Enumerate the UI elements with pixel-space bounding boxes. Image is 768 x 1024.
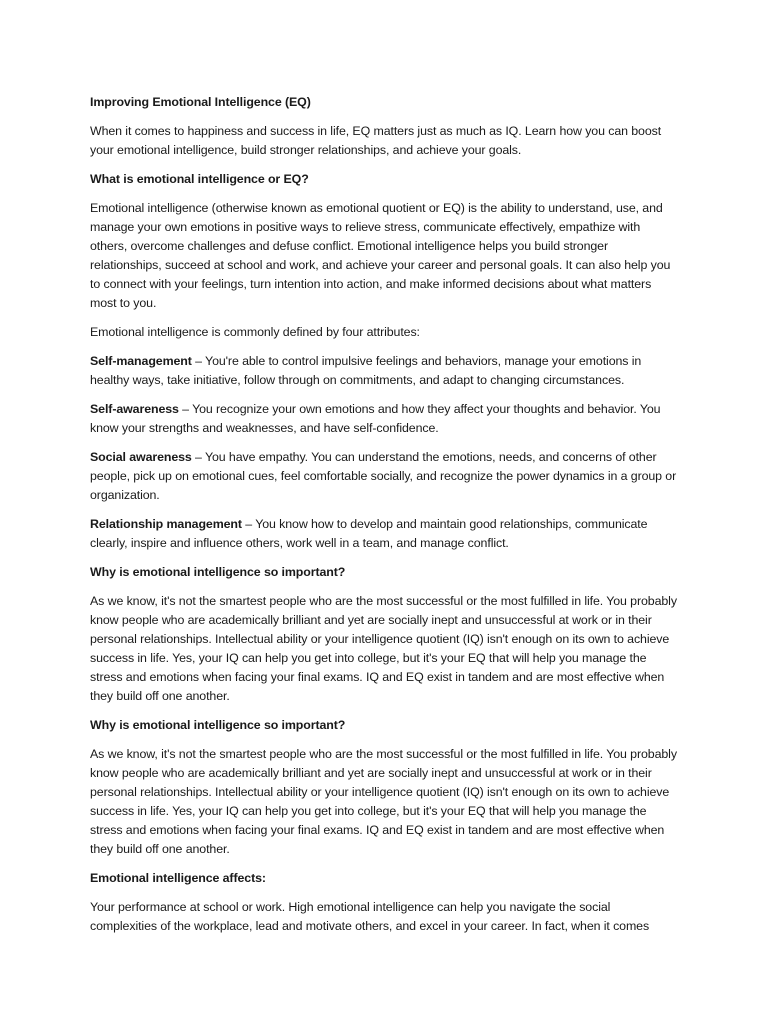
attribute-term: Self-awareness: [90, 402, 179, 416]
attribute-self-management: [90, 352, 680, 390]
section-heading-why-important: Why is emotional intelligence so important?: [90, 565, 346, 579]
document-title: Improving Emotional Intelligence (EQ): [90, 95, 311, 109]
attribute-description: – You have empathy. You can understand the emotions, needs, and concerns of other people, pick up on emotional cues, feel comfortable socially, and recognize the power dynamics in a group or organization.: [90, 450, 677, 502]
attribute-self-awareness: [90, 400, 680, 438]
eq-affects-paragraph: Your performance at school or work. High emotional intelligence can help you navigate the social complexities of the workplace, lead and motivate others, and excel in your career. In fact, when it comes: [90, 900, 650, 933]
attributes-intro-paragraph: Emotional intelligence is commonly defined by four attributes:: [90, 325, 420, 339]
intro-paragraph: When it comes to happiness and success in life, EQ matters just as much as IQ. Learn how you can boost your emotional intelligence, build stronger relationships, and achieve your goals.: [90, 124, 662, 157]
attribute-description: – You know how to develop and maintain good relationships, communicate clearly, inspire and influence others, work well in a team, and manage conflict.: [90, 517, 648, 550]
section-heading-why-important-repeat: Why is emotional intelligence so important?: [90, 718, 346, 732]
attribute-description: – You recognize your own emotions and how they affect your thoughts and behavior. You know your strengths and weaknesses, and have self-confidence.: [90, 402, 661, 435]
attribute-term: Relationship management: [90, 517, 242, 531]
attribute-term: Self-management: [90, 354, 192, 368]
section-heading-what-is-eq: What is emotional intelligence or EQ?: [90, 172, 309, 186]
attribute-description: – You're able to control impulsive feelings and behaviors, manage your emotions in healthy ways, take initiative, follow through on commitments, and adapt to changing circumstances.: [90, 354, 642, 387]
attribute-term: Social awareness: [90, 450, 192, 464]
document-page: [90, 93, 680, 946]
attribute-social-awareness: [90, 448, 680, 505]
attribute-relationship-management: [90, 515, 680, 553]
definition-paragraph: Emotional intelligence (otherwise known as emotional quotient or EQ) is the ability to understand, use, and manage your own emotions in positive ways to relieve stress, communicate effectively, empathize with others, overcome challenges and defuse conflict. Emotional intelligence helps you build stronger relationships, succeed at school and work, and achieve your career and personal goals. It can also help you to connect with your feelings, turn intention into action, and make informed decisions about what matters most to you.: [90, 201, 671, 310]
importance-paragraph: As we know, it's not the smartest people who are the most successful or the most fulfilled in life. You probably know people who are academically brilliant and yet are socially inept and unsuccessful at work or in their personal relationships. Intellectual ability or your intelligence quotient (IQ) isn't enough on its own to achieve success in life. Yes, your IQ can help you get into college, but it's your EQ that will help you manage the stress and emotions when facing your final exams. IQ and EQ exist in tandem and are most effective when they build off one another.: [90, 594, 677, 703]
importance-paragraph-repeat: As we know, it's not the smartest people who are the most successful or the most fulfilled in life. You probably know people who are academically brilliant and yet are socially inept and unsuccessful at work or in their personal relationships. Intellectual ability or your intelligence quotient (IQ) isn't enough on its own to achieve success in life. Yes, your IQ can help you get into college, but it's your EQ that will help you manage the stress and emotions when facing your final exams. IQ and EQ exist in tandem and are most effective when they build off one another.: [90, 747, 677, 856]
section-heading-eq-affects: Emotional intelligence affects:: [90, 871, 266, 885]
